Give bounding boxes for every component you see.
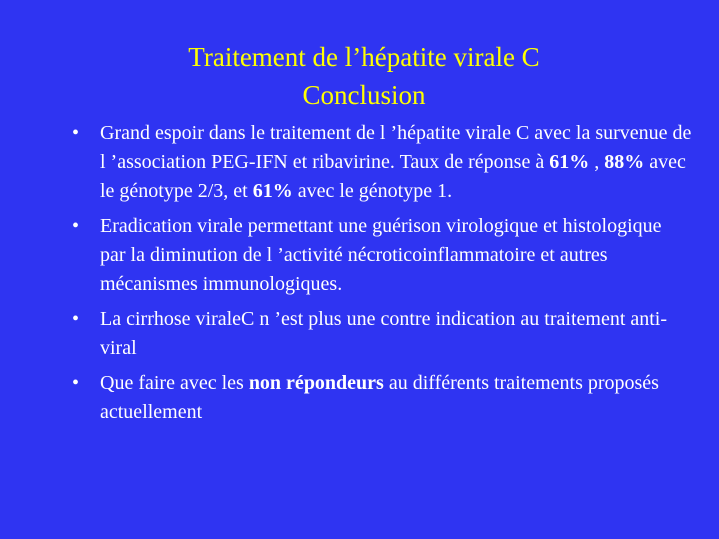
highlight-non-responders: non répondeurs (248, 372, 384, 394)
bullet-item-4 (72, 369, 692, 427)
bullet-text: Que faire avec les non répondeurs au différents traitements proposés actuellement (100, 372, 659, 423)
bullet-icon: • (72, 215, 80, 237)
bullet-text: Grand espoir dans le traitement de l ’hépatite virale C avec la survenue de l ’association PEG-IFN et ribavirine. Taux de réponse à 61% , 88% avec le génotype 2/3, et 61% avec le génotype 1. (100, 122, 692, 202)
bullet-text: Eradication virale permettant une guérison virologique et histologique par la diminution de l ’activité nécroticoinflammatoire et autres mécanismes immunologiques. (100, 215, 662, 295)
bullet-text: La cirrhose viraleC n ’est plus une contre indication au traitement anti-viral (100, 308, 668, 359)
highlight-percent: 61% (252, 180, 293, 202)
bullet-icon: • (72, 122, 80, 144)
bullet-item-2 (72, 212, 692, 299)
bullet-list (72, 119, 692, 433)
highlight-percent: 61% (549, 151, 590, 173)
bullet-icon: • (72, 372, 80, 394)
bullet-icon: • (72, 308, 80, 330)
highlight-percent: 88% (604, 151, 645, 173)
title-line-2: Conclusion (302, 80, 426, 110)
slide-title (0, 38, 719, 114)
title-line-1: Traitement de l’hépatite virale C (188, 42, 540, 72)
bullet-item-3 (72, 305, 692, 363)
bullet-item-1 (72, 119, 692, 206)
